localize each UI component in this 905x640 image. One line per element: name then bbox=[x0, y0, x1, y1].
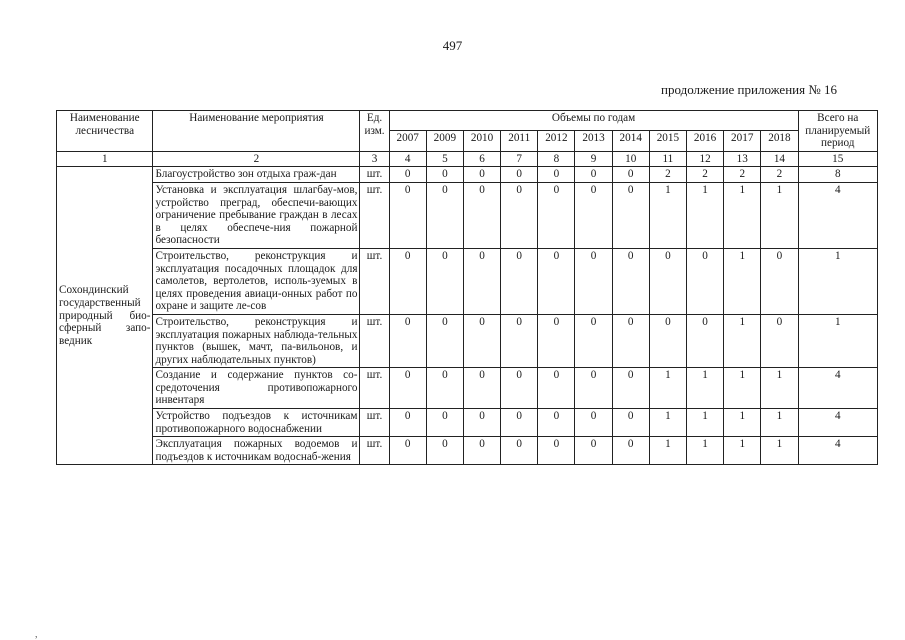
year-value-cell: 0 bbox=[612, 248, 649, 314]
year-value-cell: 0 bbox=[501, 167, 538, 183]
unit-cell: шт. bbox=[360, 437, 389, 465]
volumes-header: Объемы по годам bbox=[389, 111, 798, 131]
unit-cell: шт. bbox=[360, 167, 389, 183]
year-value-cell: 0 bbox=[389, 314, 426, 367]
stray-mark: , bbox=[35, 629, 38, 640]
year-value-cell: 0 bbox=[612, 368, 649, 409]
table-row bbox=[57, 437, 878, 465]
year-value-cell: 1 bbox=[724, 437, 761, 465]
year-value-cell: 0 bbox=[612, 437, 649, 465]
forestry-name: Сохондинский государственный природный био-сферный запо-ведник bbox=[57, 167, 153, 465]
year-value-cell: 0 bbox=[649, 248, 686, 314]
year-value-cell: 0 bbox=[575, 368, 612, 409]
column-number: 13 bbox=[724, 151, 761, 167]
year-header: 2017 bbox=[724, 131, 761, 151]
year-value-cell: 0 bbox=[463, 182, 500, 248]
table-row bbox=[57, 368, 878, 409]
year-value-cell: 0 bbox=[538, 248, 575, 314]
year-value-cell: 0 bbox=[575, 437, 612, 465]
year-value-cell: 0 bbox=[612, 409, 649, 437]
year-value-cell: 0 bbox=[463, 409, 500, 437]
year-value-cell: 1 bbox=[761, 182, 798, 248]
table-row bbox=[57, 167, 878, 183]
year-value-cell: 0 bbox=[501, 314, 538, 367]
year-value-cell: 1 bbox=[649, 182, 686, 248]
year-value-cell: 0 bbox=[575, 409, 612, 437]
year-value-cell: 0 bbox=[612, 314, 649, 367]
year-value-cell: 0 bbox=[426, 314, 463, 367]
year-value-cell: 1 bbox=[649, 409, 686, 437]
year-header: 2013 bbox=[575, 131, 612, 151]
year-value-cell: 0 bbox=[761, 314, 798, 367]
continuation-label: продолжение приложения № 16 bbox=[661, 82, 837, 97]
year-value-cell: 0 bbox=[649, 314, 686, 367]
year-value-cell: 2 bbox=[724, 167, 761, 183]
column-number: 3 bbox=[360, 151, 389, 167]
year-value-cell: 0 bbox=[389, 368, 426, 409]
year-header: 2018 bbox=[761, 131, 798, 151]
total-cell: 4 bbox=[798, 182, 878, 248]
year-value-cell: 0 bbox=[501, 409, 538, 437]
column-number: 15 bbox=[798, 151, 878, 167]
year-value-cell: 0 bbox=[575, 182, 612, 248]
measure-header: Наименование мероприятия bbox=[153, 111, 360, 152]
unit-cell: шт. bbox=[360, 314, 389, 367]
year-value-cell: 0 bbox=[686, 248, 723, 314]
year-value-cell: 0 bbox=[426, 167, 463, 183]
year-value-cell: 1 bbox=[724, 409, 761, 437]
column-number: 14 bbox=[761, 151, 798, 167]
column-number: 6 bbox=[463, 151, 500, 167]
total-cell: 4 bbox=[798, 437, 878, 465]
column-number: 1 bbox=[57, 151, 153, 167]
column-number-row bbox=[57, 151, 878, 167]
year-value-cell: 0 bbox=[501, 248, 538, 314]
year-value-cell: 0 bbox=[538, 314, 575, 367]
measure-name: Строительство, реконструкция и эксплуатация пожарных наблюда-тельных пунктов (вышек, мачт, па-вильонов, и других наблюдательных пунктов) bbox=[153, 314, 360, 367]
year-value-cell: 0 bbox=[538, 437, 575, 465]
year-value-cell: 0 bbox=[501, 182, 538, 248]
column-number: 7 bbox=[501, 151, 538, 167]
column-number: 10 bbox=[612, 151, 649, 167]
measure-name: Эксплуатация пожарных водоемов и подъездов к источникам водоснаб-жения bbox=[153, 437, 360, 465]
year-header: 2012 bbox=[538, 131, 575, 151]
forestry-header: Наименование лесничества bbox=[57, 111, 153, 152]
year-value-cell: 0 bbox=[575, 167, 612, 183]
year-value-cell: 0 bbox=[538, 368, 575, 409]
year-value-cell: 0 bbox=[575, 314, 612, 367]
year-value-cell: 0 bbox=[426, 182, 463, 248]
total-cell: 8 bbox=[798, 167, 878, 183]
year-header: 2010 bbox=[463, 131, 500, 151]
year-value-cell: 0 bbox=[463, 368, 500, 409]
year-value-cell: 0 bbox=[538, 409, 575, 437]
unit-header-line2: изм. bbox=[364, 124, 385, 137]
year-value-cell: 0 bbox=[501, 437, 538, 465]
unit-header bbox=[360, 111, 389, 152]
year-value-cell: 0 bbox=[426, 368, 463, 409]
year-value-cell: 1 bbox=[761, 409, 798, 437]
column-number: 11 bbox=[649, 151, 686, 167]
total-header: Всего на планируемый период bbox=[798, 111, 878, 152]
table-row bbox=[57, 182, 878, 248]
unit-header-line1: Ед. bbox=[366, 112, 383, 124]
year-header: 2007 bbox=[389, 131, 426, 151]
year-value-cell: 0 bbox=[538, 167, 575, 183]
total-cell: 4 bbox=[798, 368, 878, 409]
year-value-cell: 2 bbox=[649, 167, 686, 183]
year-value-cell: 0 bbox=[426, 248, 463, 314]
year-header: 2009 bbox=[426, 131, 463, 151]
year-value-cell: 0 bbox=[463, 167, 500, 183]
column-number: 9 bbox=[575, 151, 612, 167]
measure-name: Строительство, реконструкция и эксплуатация посадочных площадок для самолетов, вертолетов, исполь-зуемых в целях проведения авиаци-онных работ по охране и защите ле-сов bbox=[153, 248, 360, 314]
year-value-cell: 0 bbox=[612, 182, 649, 248]
column-number: 8 bbox=[538, 151, 575, 167]
page-number: 497 bbox=[442, 38, 463, 53]
measure-name: Создание и содержание пунктов со-средоточения противопожарного инвентаря bbox=[153, 368, 360, 409]
unit-cell: шт. bbox=[360, 368, 389, 409]
year-value-cell: 1 bbox=[761, 437, 798, 465]
year-value-cell: 0 bbox=[426, 409, 463, 437]
year-value-cell: 0 bbox=[389, 248, 426, 314]
year-value-cell: 0 bbox=[612, 167, 649, 183]
column-number: 4 bbox=[389, 151, 426, 167]
year-value-cell: 0 bbox=[575, 248, 612, 314]
measure-name: Устройство подъездов к источникам противопожарного водоснабжении bbox=[153, 409, 360, 437]
year-value-cell: 0 bbox=[538, 182, 575, 248]
column-number: 12 bbox=[686, 151, 723, 167]
year-header: 2016 bbox=[686, 131, 723, 151]
unit-cell: шт. bbox=[360, 248, 389, 314]
year-value-cell: 0 bbox=[463, 437, 500, 465]
column-number: 2 bbox=[153, 151, 360, 167]
year-value-cell: 1 bbox=[649, 368, 686, 409]
total-cell: 4 bbox=[798, 409, 878, 437]
year-value-cell: 1 bbox=[724, 368, 761, 409]
year-value-cell: 0 bbox=[426, 437, 463, 465]
total-cell: 1 bbox=[798, 248, 878, 314]
year-value-cell: 0 bbox=[389, 437, 426, 465]
unit-cell: шт. bbox=[360, 182, 389, 248]
table-row bbox=[57, 248, 878, 314]
year-value-cell: 1 bbox=[724, 182, 761, 248]
column-number: 5 bbox=[426, 151, 463, 167]
table-row bbox=[57, 314, 878, 367]
measure-name: Благоустройство зон отдыха граж-дан bbox=[153, 167, 360, 183]
unit-cell: шт. bbox=[360, 409, 389, 437]
year-header: 2011 bbox=[501, 131, 538, 151]
year-value-cell: 1 bbox=[761, 368, 798, 409]
year-value-cell: 1 bbox=[686, 409, 723, 437]
year-value-cell: 0 bbox=[389, 409, 426, 437]
year-value-cell: 0 bbox=[389, 182, 426, 248]
year-value-cell: 1 bbox=[649, 437, 686, 465]
year-value-cell: 1 bbox=[686, 368, 723, 409]
year-value-cell: 2 bbox=[686, 167, 723, 183]
year-value-cell: 1 bbox=[724, 314, 761, 367]
year-value-cell: 1 bbox=[686, 182, 723, 248]
year-value-cell: 0 bbox=[501, 368, 538, 409]
year-header: 2015 bbox=[649, 131, 686, 151]
year-value-cell: 0 bbox=[463, 314, 500, 367]
year-value-cell: 0 bbox=[389, 167, 426, 183]
table-row bbox=[57, 409, 878, 437]
year-value-cell: 2 bbox=[761, 167, 798, 183]
year-header: 2014 bbox=[612, 131, 649, 151]
year-value-cell: 0 bbox=[761, 248, 798, 314]
year-value-cell: 1 bbox=[686, 437, 723, 465]
total-cell: 1 bbox=[798, 314, 878, 367]
volumes-table bbox=[56, 110, 878, 465]
year-value-cell: 0 bbox=[686, 314, 723, 367]
year-value-cell: 1 bbox=[724, 248, 761, 314]
year-value-cell: 0 bbox=[463, 248, 500, 314]
measure-name: Установка и эксплуатация шлагбау-мов, устройство преград, обеспечи-вающих ограничение пребывание граждан в лесах в целях обеспече-ния пожарной безопасности bbox=[153, 182, 360, 248]
header-row bbox=[57, 111, 878, 131]
